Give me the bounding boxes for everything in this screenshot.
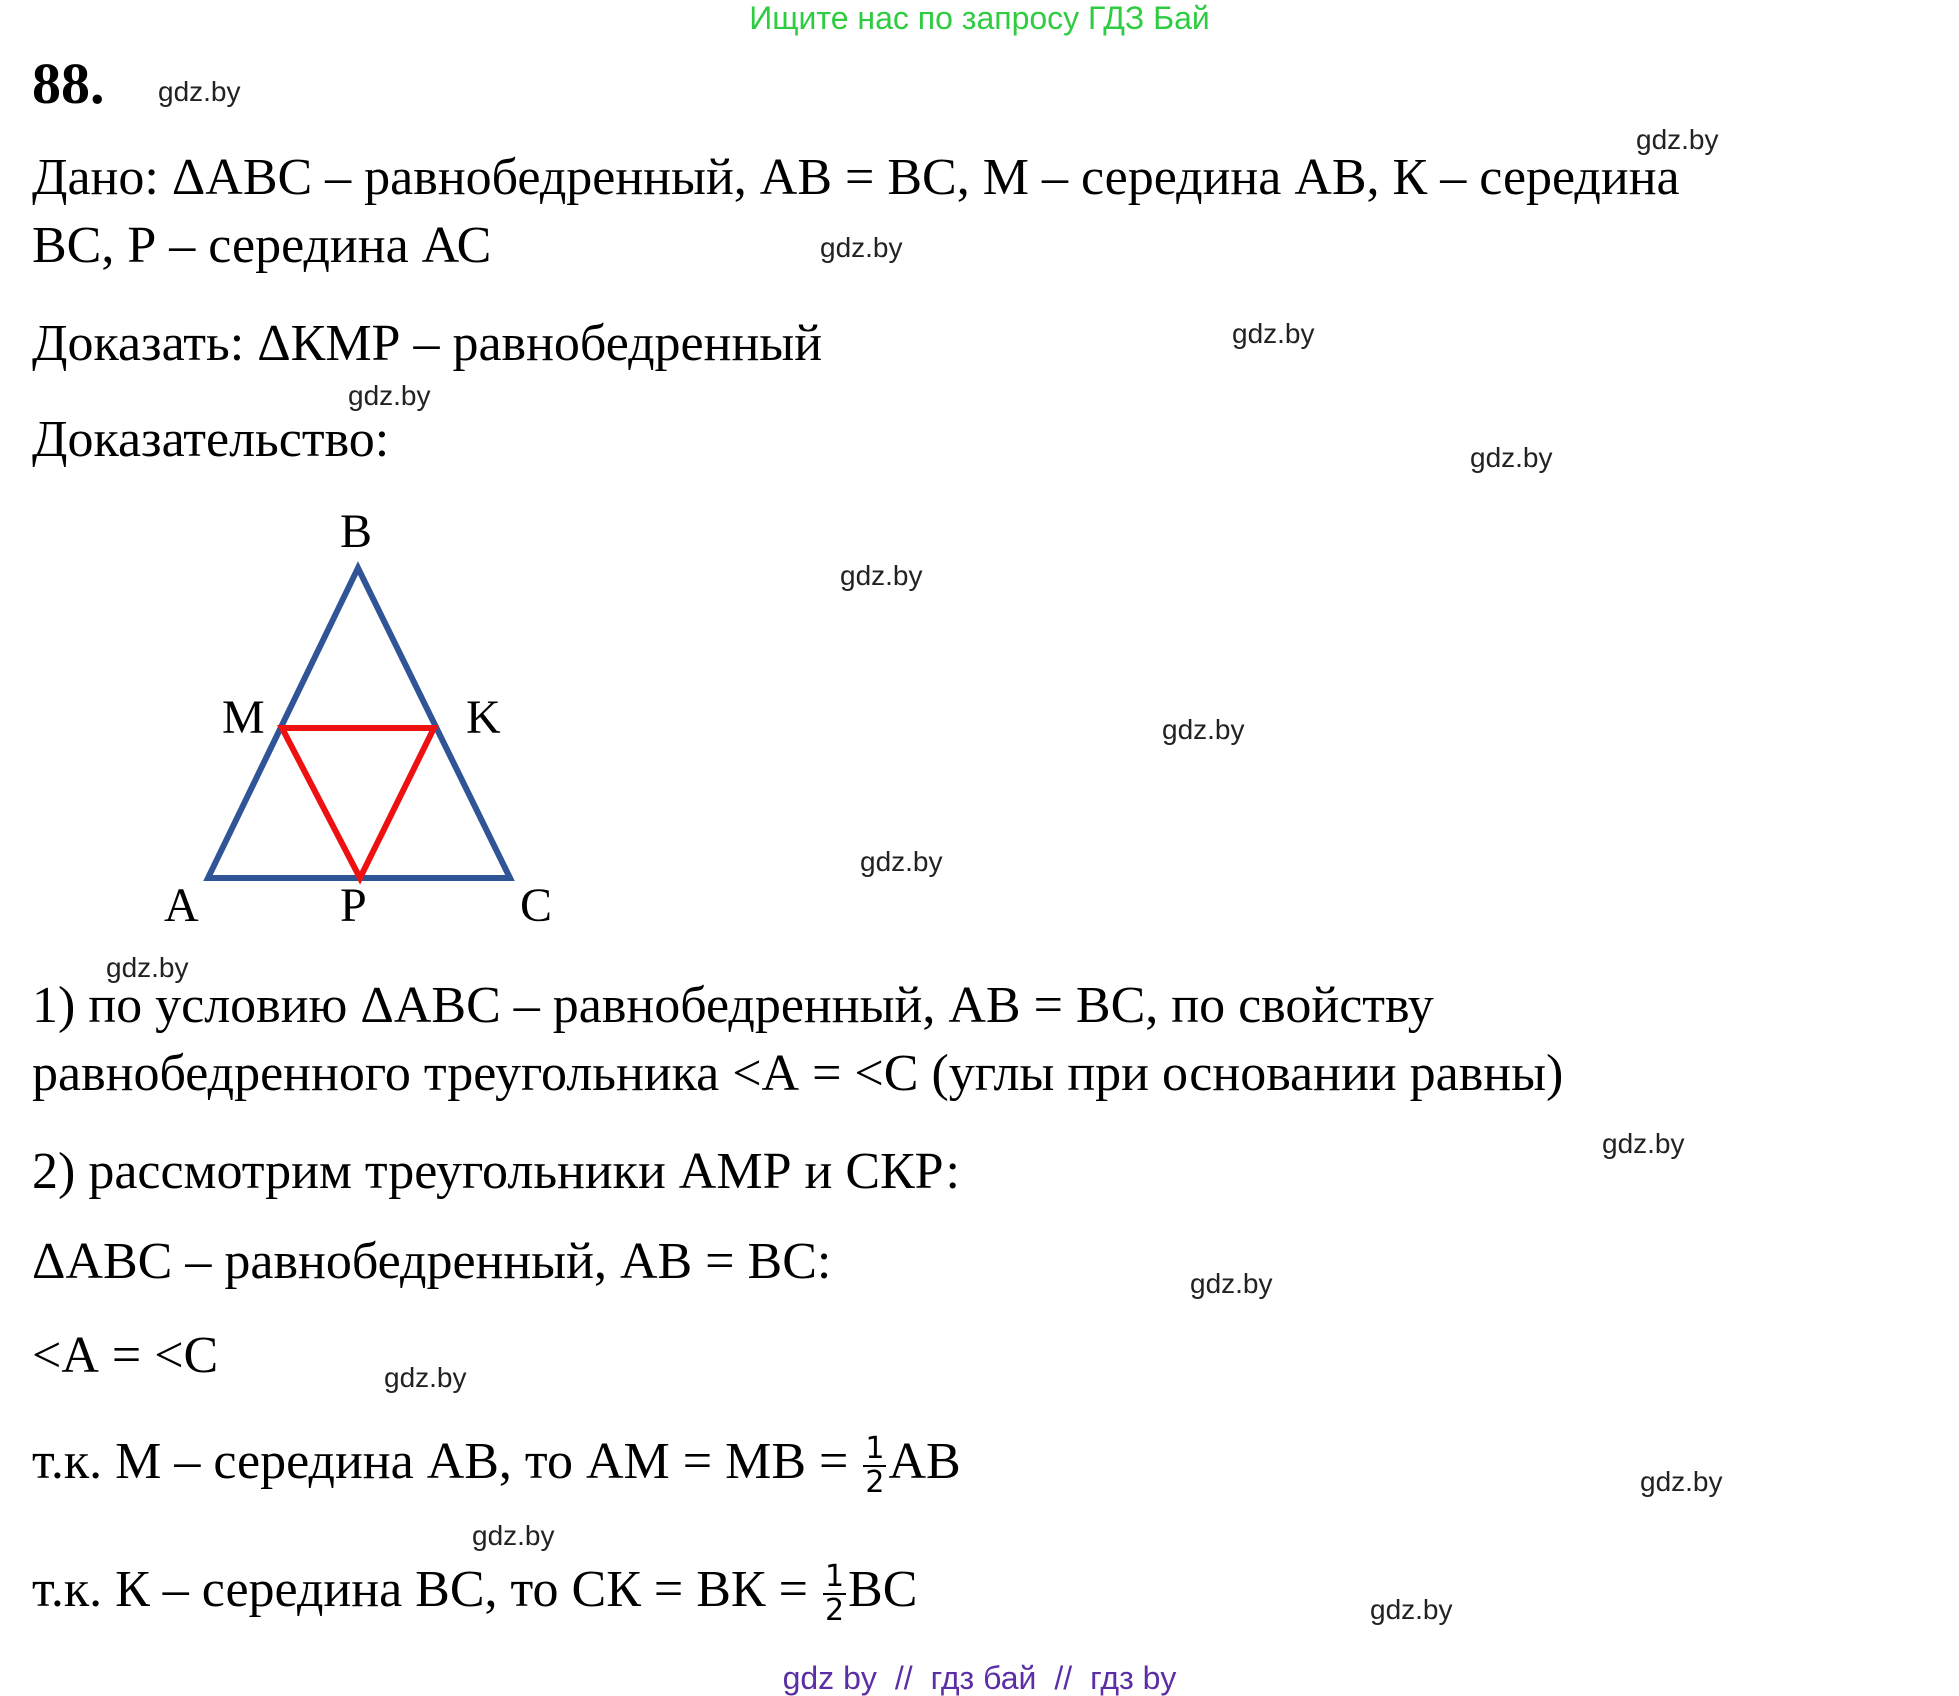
watermark: gdz.by (384, 1362, 467, 1393)
fraction-numerator: 1 (824, 1559, 845, 1595)
fraction-denominator: 2 (865, 1465, 885, 1501)
fraction-denominator: 2 (824, 1593, 845, 1629)
footer-separator: // (1054, 1660, 1073, 1696)
label-p: P (340, 879, 367, 932)
watermark: gdz.by (348, 380, 431, 411)
midpoint-m-line (32, 1432, 961, 1499)
watermark: gdz.by (1190, 1268, 1273, 1299)
problem-number: 88. (32, 51, 105, 116)
watermark: gdz.by (1162, 714, 1245, 745)
prove-statement: Доказать: ΔКМР – равнобедренный (32, 315, 823, 372)
watermark: gdz.by (1602, 1128, 1685, 1159)
midpoint-k-line (32, 1560, 917, 1627)
label-c: C (520, 879, 553, 932)
footer-link-gdz-by[interactable]: gdz by (782, 1660, 877, 1696)
watermark: gdz.by (158, 76, 241, 107)
watermark: gdz.by (1232, 318, 1315, 349)
footer-link-gdz-by-2[interactable]: гдз by (1090, 1660, 1177, 1696)
midpoint-m-prefix: т.к. М – середина АВ, то АМ = МВ = (32, 1433, 862, 1490)
watermark: gdz.by (840, 560, 923, 591)
top-banner: Ищите нас по запросу ГДЗ Бай (749, 0, 1210, 36)
triangle-kmp (282, 728, 434, 878)
watermark: gdz.by (1370, 1594, 1453, 1625)
abc-line: ΔАВС – равнобедренный, АВ = ВС: (32, 1233, 832, 1290)
midpoint-k-prefix: т.к. К – середина ВС, то СК = ВК = (32, 1561, 821, 1618)
angles-line: <А = <С (32, 1327, 219, 1384)
label-k: K (466, 691, 501, 744)
step1-line-2: равнобедренного треугольника <А = <С (углы при основании равны) (32, 1045, 1564, 1102)
midpoint-k-suffix: ВС (848, 1561, 918, 1618)
watermark: gdz.by (860, 846, 943, 877)
watermark: gdz.by (1640, 1466, 1723, 1497)
watermark: gdz.by (820, 232, 903, 263)
step1-line-1: 1) по условию ΔАВС – равнобедренный, АВ = ВС, по свойству (32, 977, 1434, 1034)
proof-title: Доказательство: (32, 411, 390, 468)
watermark: gdz.by (1470, 442, 1553, 473)
footer-separator: // (894, 1660, 913, 1696)
footer-link-gdz-bai[interactable]: гдз бай (930, 1660, 1037, 1696)
fraction-half (863, 1433, 886, 1499)
given-line-1: Дано: ΔАВС – равнобедренный, АВ = ВС, М – середина АВ, К – середина (32, 149, 1680, 206)
label-m: M (222, 691, 265, 744)
label-b: B (340, 505, 373, 558)
step2-line: 2) рассмотрим треугольники АМР и СКР: (32, 1143, 960, 1200)
label-a: A (164, 879, 199, 932)
given-line-2: ВС, Р – середина АС (32, 217, 492, 274)
fraction-half (823, 1561, 846, 1627)
footer-links (0, 1660, 1959, 1696)
midpoint-m-suffix: АВ (888, 1433, 961, 1490)
fraction-numerator: 1 (865, 1431, 885, 1467)
watermark: gdz.by (106, 952, 189, 983)
watermark: gdz.by (1636, 124, 1719, 155)
watermark: gdz.by (472, 1520, 555, 1551)
